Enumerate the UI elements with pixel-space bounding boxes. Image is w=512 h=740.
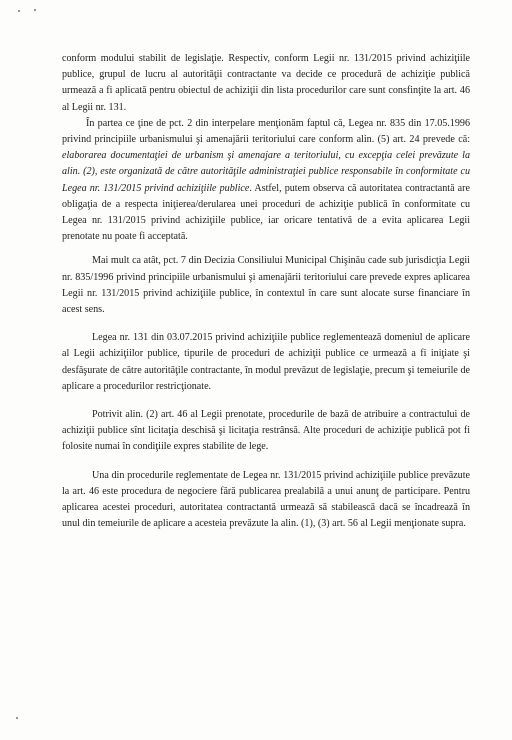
paragraph-2-start: În partea ce ţine de pct. 2 din interpelare menţionăm faptul că, Legea nr. 835 din 17.05.1996 privind principiile urbanismului şi amenajării teritoriului care conform alin. (5) art. 24 prevede că: <box>62 117 470 146</box>
paragraph-2 <box>62 116 470 246</box>
paragraph-6: Una din procedurile reglementate de Legea nr. 131/2015 privind achiziţiile publice prevăzute la art. 46 este procedura de negociere fără publicarea prealabilă a unui anunţ de participare. Pentru aplicarea acestei proceduri, autoritatea contractantă urmează să stabilească dacă se încadrează în unul din temeiurile de aplicare a acesteia prevăzute la alin. (1), (3) art. 56 al Legii menţionate supra. <box>62 469 470 530</box>
paragraph-1: conform modului stabilit de legislaţie. Respectiv, conform Legii nr. 131/2015 privind achiziţiile publice, grupul de lucru al autorităţii contractante va decide ce procedură de achiziţie publică urmează a fi aplicată pentru obiectul de achiziţii din lista procedurilor care sunt consfinţite la art. 46 al Legii nr. 131. <box>62 53 470 113</box>
scan-speck <box>16 717 18 719</box>
paragraph-2-quote: elaborarea documentaţiei de urbanism şi amenajare a teritoriului, cu excepţia celei prevăzute la alin. (2), este organizată de către autorităţile administraţiei publice responsabile în conformitate cu Legea nr. 131/2015 privind achiziţiile publice <box>62 150 470 194</box>
paragraph-2-end: . Astfel, putem observa că autoritatea contractantă are obligaţia de a respecta iniţierea/derularea unei proceduri de achiziţie publică în conformitate cu Legea nr. 131/2015 privind achiziţiile publice, iar oricare tentativă de a evita aplicarea Legii prenotate nu poate fi acceptată. <box>62 182 470 243</box>
document-body <box>62 51 470 532</box>
paragraph-5: Potrivit alin. (2) art. 46 al Legii prenotate, procedurile de bază de atribuire a contractului de achiziţii publice sînt licitaţia deschisă şi licitaţia restrânsă. Alte proceduri de achiziţie publică pot fi folosite numai în condiţiile expres stabilite de lege. <box>62 409 470 453</box>
paragraph-4: Legea nr. 131 din 03.07.2015 privind achiziţiile publice reglementează domeniul de aplicare al Legii achiziţiilor publice, tipurile de proceduri de achiziţii publice ce urmează a fi iniţiate şi desfăşurate de către autorităţile contractante, în modul prevăzut de legislaţie, precum şi temeiurile de aplicare a procedurilor restricţionate. <box>62 332 470 392</box>
scan-speck <box>34 9 36 11</box>
scan-speck <box>18 10 20 12</box>
paragraph-3: Mai mult ca atât, pct. 7 din Decizia Consiliului Municipal Chişinău cade sub jurisdicţia Legii nr. 835/1996 privind principiile urbanismului şi amenajării teritoriului care prevede expres aplicarea Legii nr. 131/2015 privind achiziţiile publice, în contextul în care sunt alocate surse financiare în acest sens. <box>62 255 470 316</box>
